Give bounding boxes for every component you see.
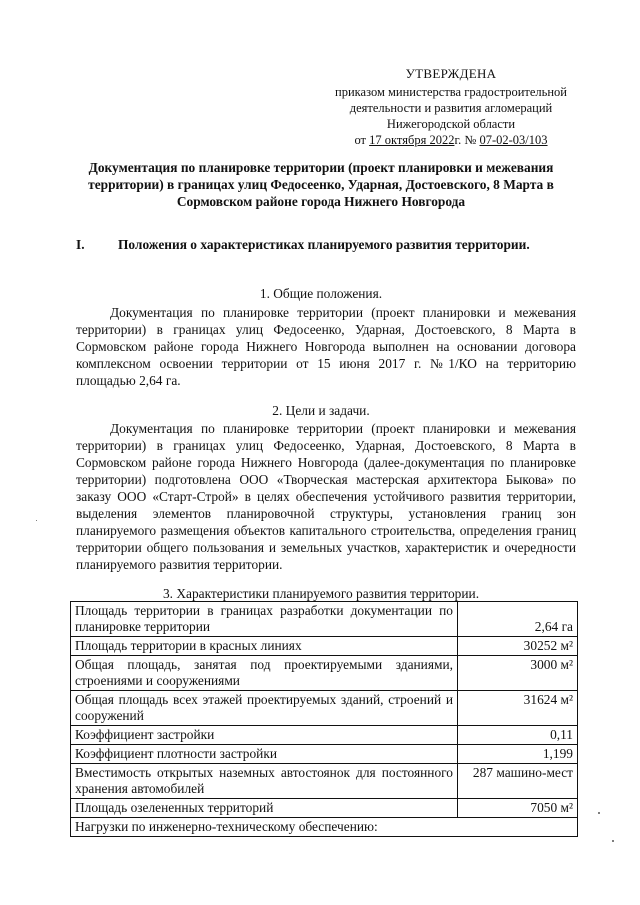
row-value: 31624 м² <box>458 691 578 726</box>
scan-speck <box>612 840 614 842</box>
approval-date: 17 октября 2022 <box>369 133 455 147</box>
row-value: 7050 м² <box>458 799 578 818</box>
table-row <box>71 745 578 764</box>
table-row <box>71 799 578 818</box>
scan-speck <box>598 812 600 814</box>
table-row <box>71 602 578 637</box>
engineering-loads-row: Нагрузки по инженерно-техническому обеспечению: <box>71 818 578 837</box>
section-number: I. <box>76 237 85 252</box>
characteristics-table <box>70 601 578 837</box>
approval-title: УТВЕРЖДЕНА <box>405 66 497 81</box>
row-value: 287 машино-мест <box>458 764 578 799</box>
row-value: 0,11 <box>458 726 578 745</box>
section-title: Положения о характеристиках планируемого развития территории. <box>118 237 530 252</box>
table-row <box>71 818 578 837</box>
table-row <box>71 726 578 745</box>
row-value: 2,64 га <box>458 602 578 637</box>
subsection-heading-general: 1. Общие положения. <box>259 286 383 301</box>
row-value: 3000 м² <box>458 656 578 691</box>
approval-line: Нижегородской области <box>386 117 516 131</box>
number-prefix: № <box>464 133 477 147</box>
row-label: Коэффициент плотности застройки <box>71 745 458 764</box>
row-label: Общая площадь всех этажей проектируемых зданий, строений и сооружений <box>71 691 458 726</box>
table-row <box>71 691 578 726</box>
row-label: Коэффициент застройки <box>71 726 458 745</box>
goals-paragraph: Документация по планировке территории (проект планировки и межевания территории) в границах улиц Федосеенко, Ударная, Достоевского, 8 Марта в Сормовском районе города Нижнего Новгорода (далее-документация по планировке территории) подготовлена ООО «Творческая мастерская архитектора Быкова» по заказу ООО «Старт-Строй» в целях обеспечения устойчивого развития территории, выделения элементов планировочной структуры, установления границ зон планируемого размещения объектов капитального строительства, определения границ территории общего пользования и земельных участков, характеристик и очередности планируемого развития территории. <box>76 421 576 572</box>
row-label: Общая площадь, занятая под проектируемыми зданиями, строениями и сооружениями <box>71 656 458 691</box>
table-row <box>71 764 578 799</box>
row-label: Вместимость открытых наземных автостоянок для постоянного хранения автомобилей <box>71 764 458 799</box>
row-label: Площадь территории в границах разработки документации по планировке территории <box>71 602 458 637</box>
approval-number: 07-02-03/103 <box>479 133 548 147</box>
scan-speck <box>36 520 37 521</box>
approval-line: приказом министерства градостроительной <box>335 85 567 99</box>
section-heading <box>76 237 586 253</box>
document-title: Документация по планировке территории (проект планировки и межевания территории) в границах улиц Федосеенко, Ударная, Достоевского, 8 Марта в Сормовском районе города Нижнего Новгорода <box>88 160 554 209</box>
row-label: Площадь территории в красных линиях <box>71 637 458 656</box>
date-prefix: от <box>354 133 366 147</box>
table-row <box>71 637 578 656</box>
row-label: Площадь озелененных территорий <box>71 799 458 818</box>
row-value: 1,199 <box>458 745 578 764</box>
table-caption: 3. Характеристики планируемого развития территории. <box>162 586 480 601</box>
date-suffix: г. <box>454 133 462 147</box>
approval-stamp <box>320 66 582 148</box>
row-value: 30252 м² <box>458 637 578 656</box>
general-paragraph: Документация по планировке территории (проект планировки и межевания территории) в границах улиц Федосеенко, Ударная, Достоевского, 8 Марта в Сормовском районе города Нижнего Новгорода выполнен на основании договора комплексном освоении территории от 15 июня 2017 г. №1/КО на территорию площадью 2,64 га. <box>76 305 576 388</box>
table-row <box>71 656 578 691</box>
approval-line: деятельности и развития агломераций <box>349 101 553 115</box>
subsection-heading-goals: 2. Цели и задачи. <box>272 403 370 418</box>
approval-date-line <box>320 132 582 148</box>
